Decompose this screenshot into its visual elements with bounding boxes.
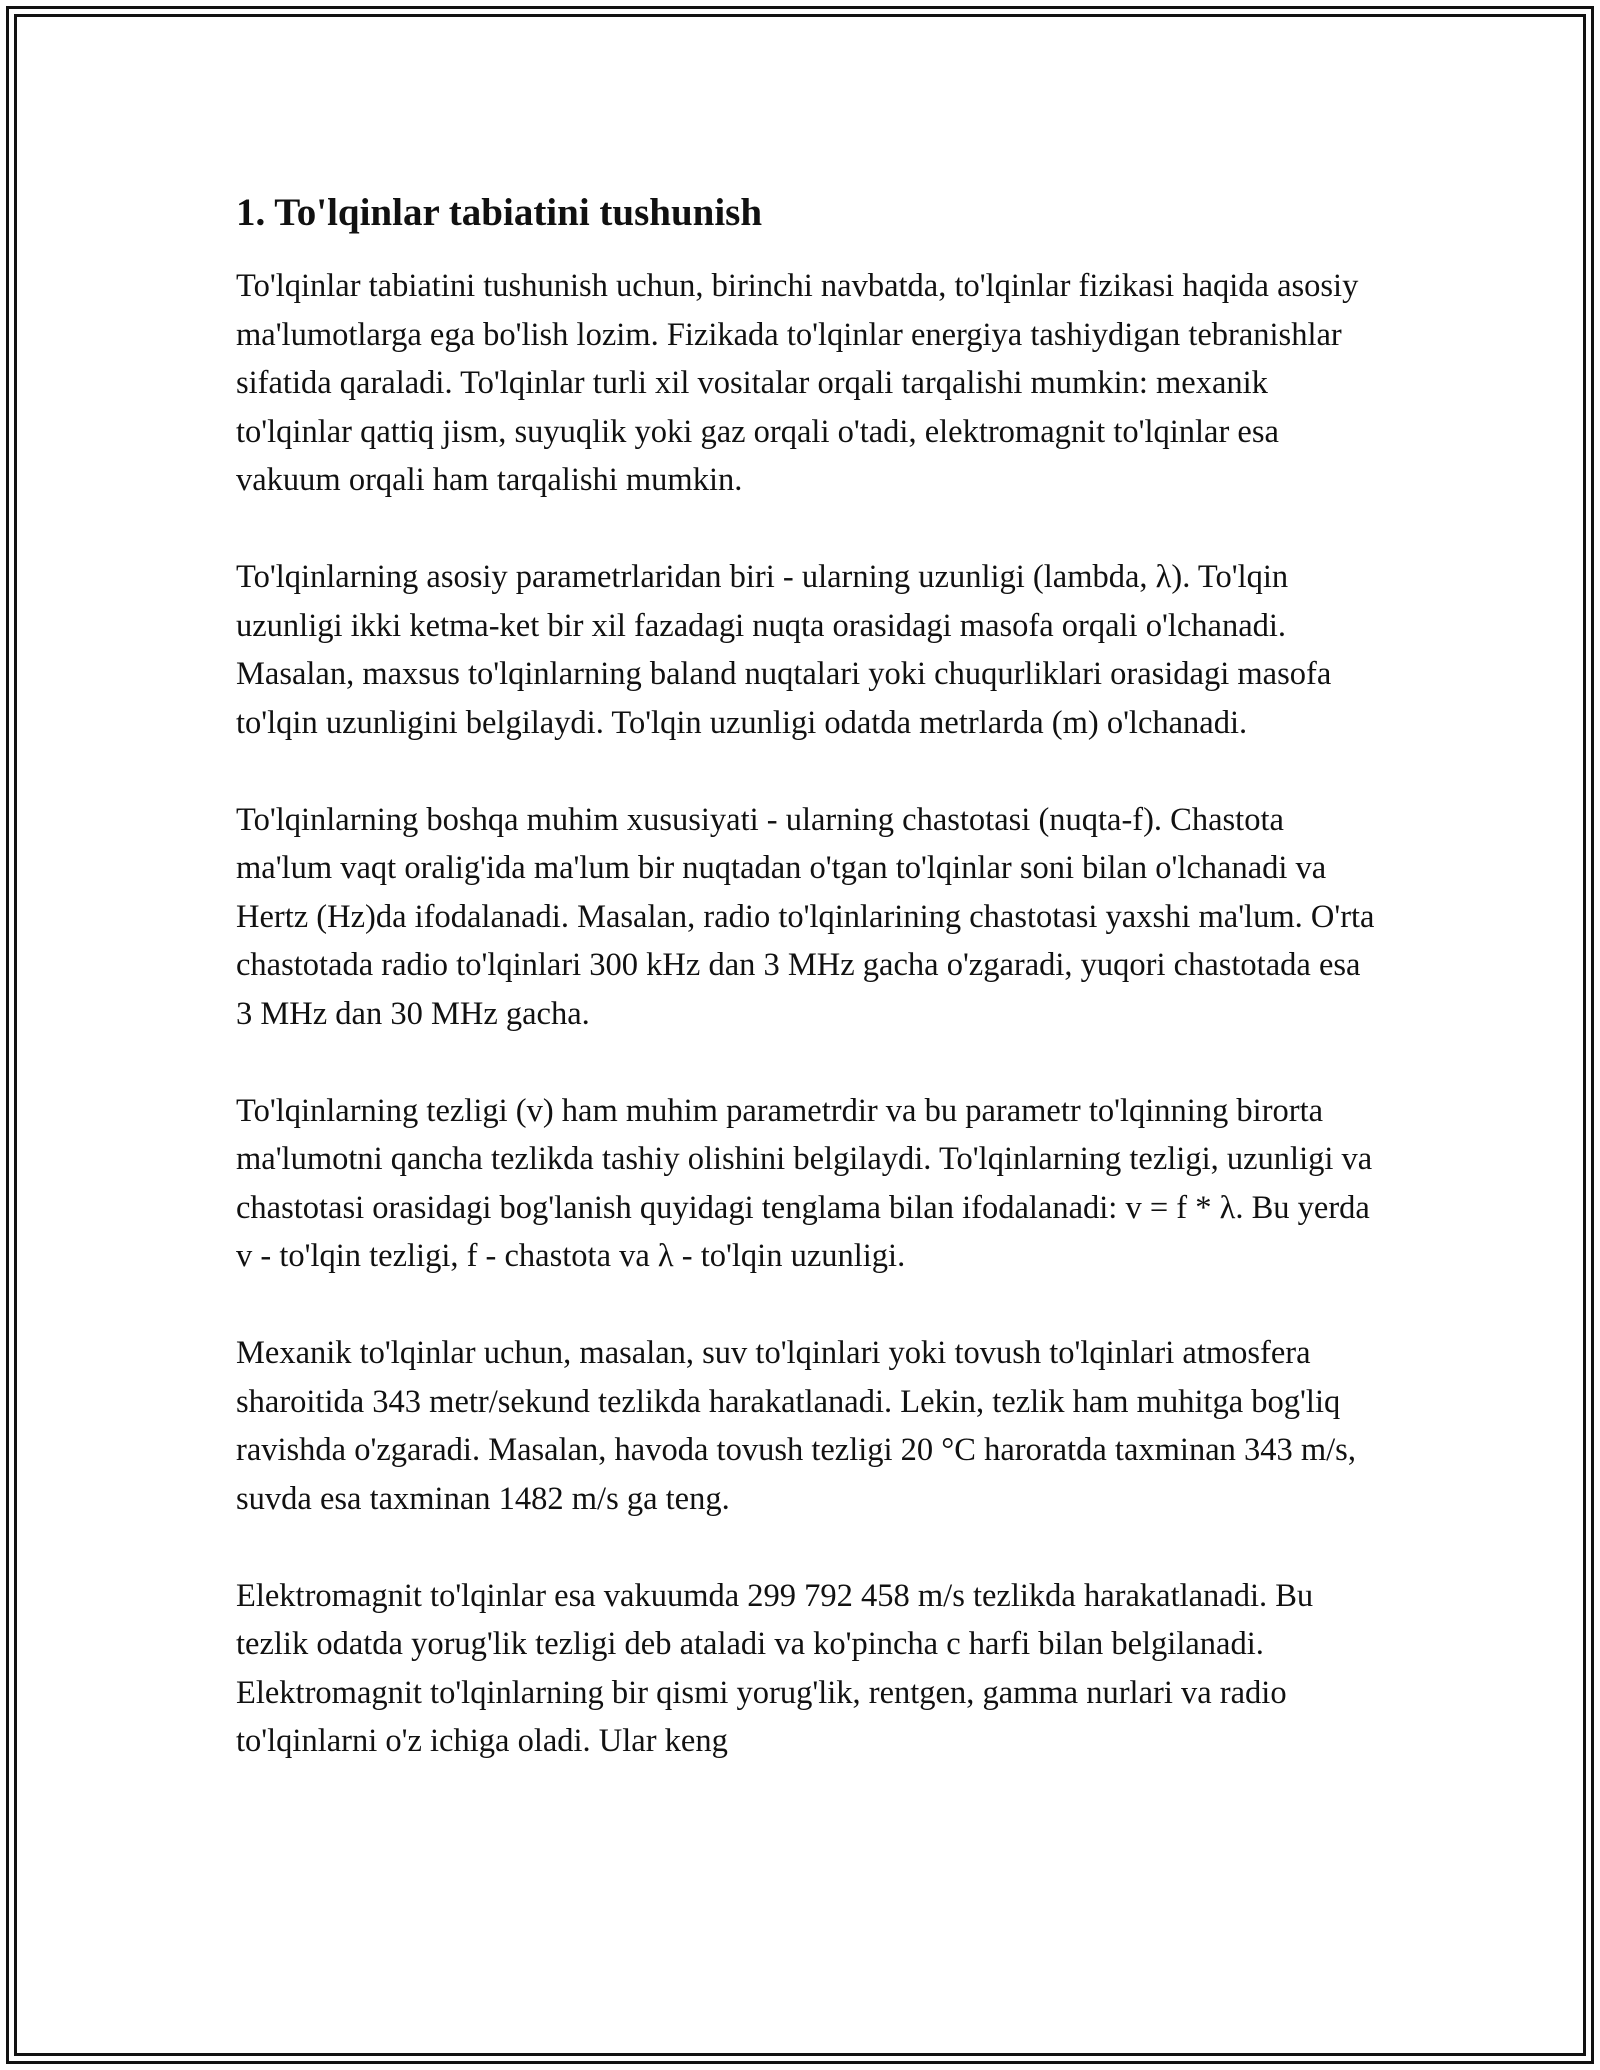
paragraph-wavelength: To'lqinlarning asosiy parametrlaridan biri - ularning uzunligi (lambda, λ). To'lqin uzunligi ikki ketma-ket bir xil fazadagi nuqta orasidagi masofa orqali o'lchanadi. Masalan, maxsus to'lqinlarning baland nuqtalari yoki chuqurliklari orasidagi masofa to'lqin uzunligini belgilaydi. To'lqin uzunligi odatda metrlarda (m) o'lchanadi. xyxy=(236,559,1332,741)
paragraph-intro: To'lqinlar tabiatini tushunish uchun, birinchi navbatda, to'lqinlar fizikasi haqida asosiy ma'lumotlarga ega bo'lish lozim. Fizikada to'lqinlar energiya tashiydigan tebranishlar sifatida qaraladi. To'lqinlar turli xil vositalar orqali tarqalishi mumkin: mexanik to'lqinlar qattiq jism, suyuqlik yoki gaz orqali o'tadi, elektromagnit to'lqinlar esa vakuum orqali ham tarqalishi mumkin. xyxy=(236,268,1359,498)
paragraph-frequency: To'lqinlarning boshqa muhim xususiyati - ularning chastotasi (nuqta-f). Chastota ma'lum vaqt oralig'ida ma'lum bir nuqtadan o'tgan to'lqinlar soni bilan o'lchanadi va Hertz (Hz)da ifodalanadi. Masalan, radio to'lqinlarining chastotasi yaxshi ma'lum. O'rta chastotada radio to'lqinlari 300 kHz dan 3 MHz gacha o'zgaradi, yuqori chastotada esa 3 MHz dan 30 MHz gacha. xyxy=(236,801,1375,1032)
paragraph-mechanical-waves: Mexanik to'lqinlar uchun, masalan, suv to'lqinlari yoki tovush to'lqinlari atmosfera sharoitida 343 metr/sekund tezlikda harakatlanadi. Lekin, tezlik ham muhitga bog'liq ravishda o'zgaradi. Masalan, havoda tovush tezligi 20 °C haroratda taxminan 343 m/s, suvda esa taxminan 1482 m/s ga teng. xyxy=(236,1335,1356,1517)
document-page xyxy=(236,188,1376,1814)
paragraph-electromagnetic-waves: Elektromagnit to'lqinlar esa vakuumda 299 792 458 m/s tezlikda harakatlanadi. Bu tezlik odatda yorug'lik tezligi deb ataladi va ko'pincha c harfi bilan belgilanadi. Elektromagnit to'lqinlarning bir qismi yorug'lik, rentgen, gamma nurlari va radio to'lqinlarni o'z ichiga oladi. Ular keng xyxy=(236,1577,1314,1759)
section-heading: 1. To'lqinlar tabiatini tushunish xyxy=(236,191,763,234)
paragraph-speed: To'lqinlarning tezligi (v) ham muhim parametrdir va bu parametr to'lqinning birorta ma'lumotni qancha tezlikda tashiy olishini belgilaydi. To'lqinlarning tezligi, uzunligi va chastotasi orasidagi bog'lanish quyidagi tenglama bilan ifodalanadi: v = f * λ. Bu yerda v - to'lqin tezligi, f - chastota va λ - to'lqin uzunligi. xyxy=(236,1092,1373,1274)
